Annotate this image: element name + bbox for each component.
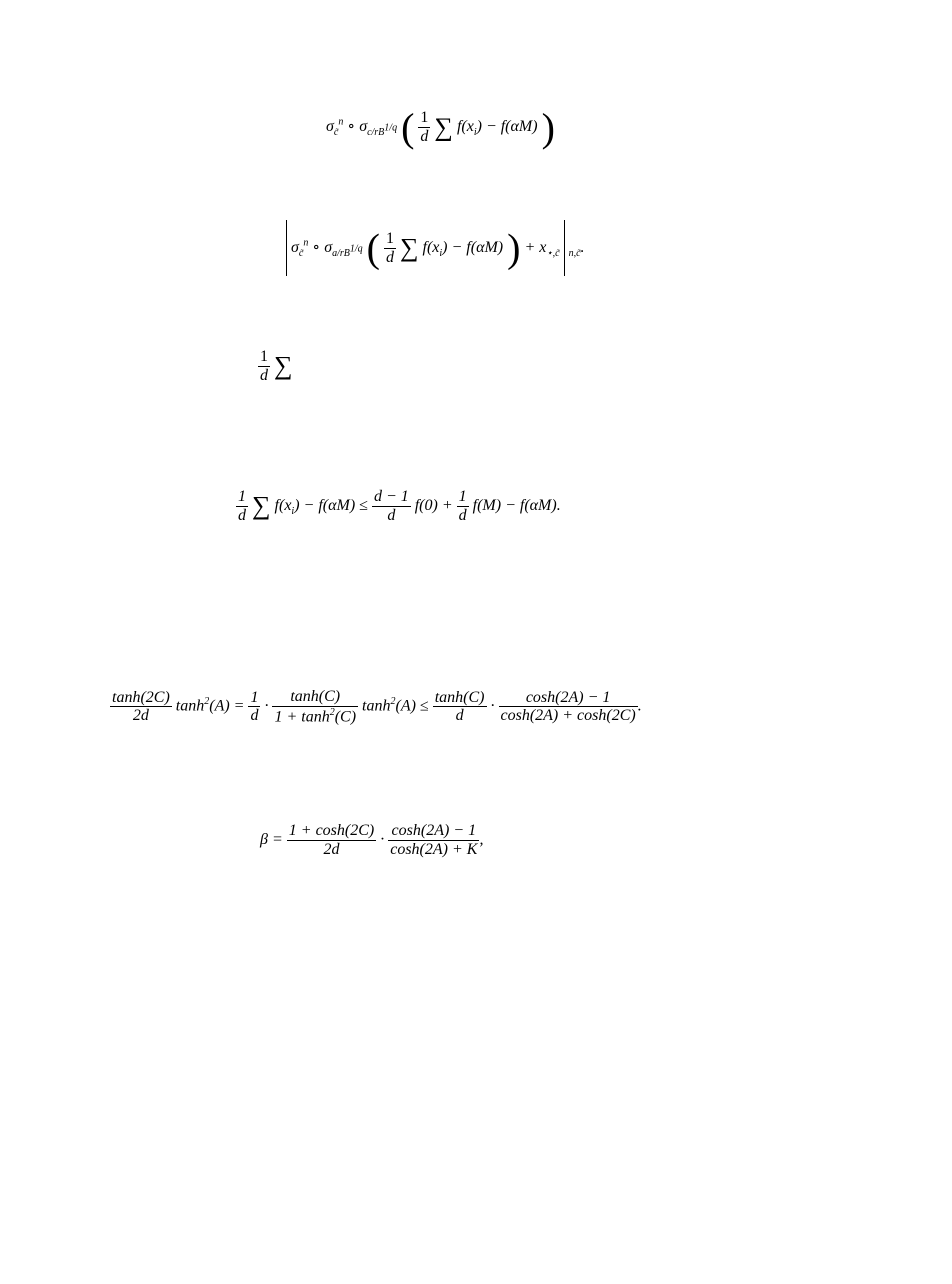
beta-equation: β = $\frac{1 + \cosh(2C)}{2d}$ · $\frac{\cosh(2A) - 1}{\cosh(2A) + K}$ , xyxy=(260,822,488,858)
eq2-paren-close: ) xyxy=(507,225,521,271)
proof-equation-2: $\frac{1}{d}$ ∑ $f(x_i) - f(\alpha M)$ ≤ $\frac{d - 1}{d}$ f(0) + $\frac{1}{d}$ f(M) − f(αM). xyxy=(238,488,561,524)
eq1-sigma: $\sigma_{c̃}^n$ ∘ $\sigma_{c/rB^{1/q}}$ xyxy=(326,116,398,139)
eq1-sum: ∑ xyxy=(434,112,453,142)
eq1-frac: $\frac{1}{d}$ xyxy=(420,109,429,145)
equation-1 xyxy=(326,104,555,151)
eq2-tail: $_{n,c̃}$. xyxy=(568,238,585,259)
definitions-row xyxy=(230,605,290,623)
eq2-plus: + $x_{⋆,c̃}$ xyxy=(524,238,560,259)
eq2-sum: ∑ xyxy=(399,233,419,262)
eq1-body: $f(x_i) - f(\alpha M)$ xyxy=(456,118,538,139)
equation-2 xyxy=(286,220,585,276)
eq1-paren-close: ) xyxy=(541,105,555,150)
eq2-sigma: $\sigma_{c̃}^n$ ∘ $\sigma_{a/rB^{1/q}}$ xyxy=(291,237,363,259)
eq2-frac: $\frac{1}{d}$ xyxy=(385,229,394,266)
proof-equation-1: $\frac{1}{d}$ ∑ xyxy=(260,348,293,384)
figure-plot xyxy=(290,928,670,1268)
eq2-body: $f(x_i) - f(\alpha M)$ xyxy=(422,238,504,259)
eq1-paren-open: ( xyxy=(401,105,415,150)
tanh-equation: $\frac{\tanh(2C)}{2d}$ $\tanh^2(A)$ = $\frac{1}{d}$ · $\frac{\tanh(C)}{1 + \tanh^2(C)}$ $\tanh^2(A)$ ≤ $\frac{\tanh(C)}{d}$ · $\frac{\cosh(2A) - 1}{\cosh(2A) + \cosh(2C)}$ . xyxy=(112,688,642,725)
eq2-paren-open: ( xyxy=(366,225,380,271)
